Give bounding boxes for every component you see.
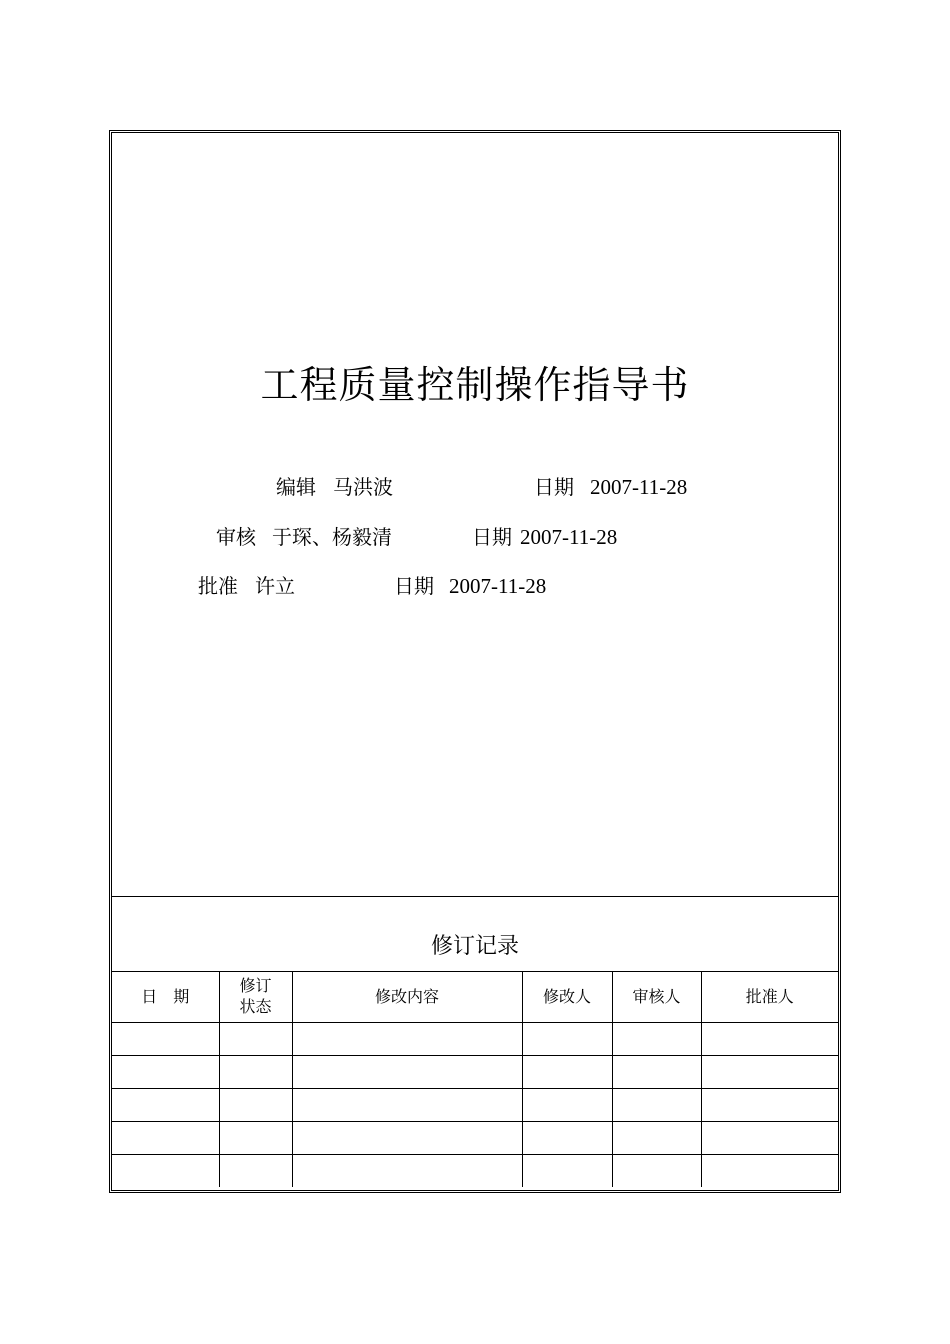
table-row — [112, 1122, 838, 1155]
table-cell — [112, 1023, 219, 1056]
table-cell — [112, 1122, 219, 1155]
document-title: 工程质量控制操作指导书 — [260, 363, 690, 407]
table-cell — [522, 1023, 612, 1056]
table-cell — [292, 1155, 522, 1188]
edit-label: 编辑 — [276, 475, 316, 499]
table-cell — [701, 1155, 838, 1188]
table-cell — [522, 1122, 612, 1155]
table-cell — [522, 1089, 612, 1122]
col-content: 修改内容 — [292, 972, 522, 1023]
table-cell — [112, 1089, 219, 1122]
revision-table-header — [112, 972, 838, 1023]
col-approver: 批准人 — [701, 972, 838, 1023]
col-date: 日 期 — [112, 972, 219, 1023]
col-status: 修订状态 — [219, 972, 292, 1023]
approve-label: 批准 — [198, 574, 238, 598]
table-cell — [219, 1023, 292, 1056]
table-cell — [292, 1056, 522, 1089]
revision-table — [112, 971, 838, 1187]
table-cell — [219, 1122, 292, 1155]
table-cell — [612, 1122, 701, 1155]
approve-date-label: 日期 — [394, 574, 434, 598]
table-cell — [701, 1023, 838, 1056]
table-cell — [522, 1056, 612, 1089]
table-cell — [112, 1155, 219, 1188]
edit-date-label: 日期 — [534, 475, 574, 499]
table-cell — [612, 1023, 701, 1056]
edit-date: 2007-11-28 — [590, 475, 688, 499]
col-modifier: 修改人 — [522, 972, 612, 1023]
review-date: 2007-11-28 — [520, 525, 618, 549]
edit-name: 马洪波 — [333, 475, 393, 499]
table-cell — [701, 1122, 838, 1155]
review-name: 于琛、杨毅清 — [272, 525, 392, 549]
table-row — [112, 1155, 838, 1188]
table-cell — [612, 1089, 701, 1122]
table-cell — [292, 1122, 522, 1155]
review-date-label: 日期 — [472, 525, 512, 549]
table-cell — [701, 1056, 838, 1089]
table-cell — [112, 1056, 219, 1089]
table-cell — [522, 1155, 612, 1188]
table-row — [112, 1056, 838, 1089]
table-cell — [219, 1056, 292, 1089]
review-label: 审核 — [216, 525, 256, 549]
table-cell — [292, 1023, 522, 1056]
table-row — [112, 1023, 838, 1056]
table-cell — [219, 1089, 292, 1122]
approve-name: 许立 — [255, 574, 295, 598]
table-cell — [219, 1155, 292, 1188]
col-reviewer: 审核人 — [612, 972, 701, 1023]
table-cell — [701, 1089, 838, 1122]
approve-date: 2007-11-28 — [449, 574, 547, 598]
revision-title: 修订记录 — [430, 934, 519, 959]
table-cell — [612, 1155, 701, 1188]
table-row — [112, 1089, 838, 1122]
table-cell — [612, 1056, 701, 1089]
table-cell — [292, 1089, 522, 1122]
section-divider — [112, 896, 838, 897]
